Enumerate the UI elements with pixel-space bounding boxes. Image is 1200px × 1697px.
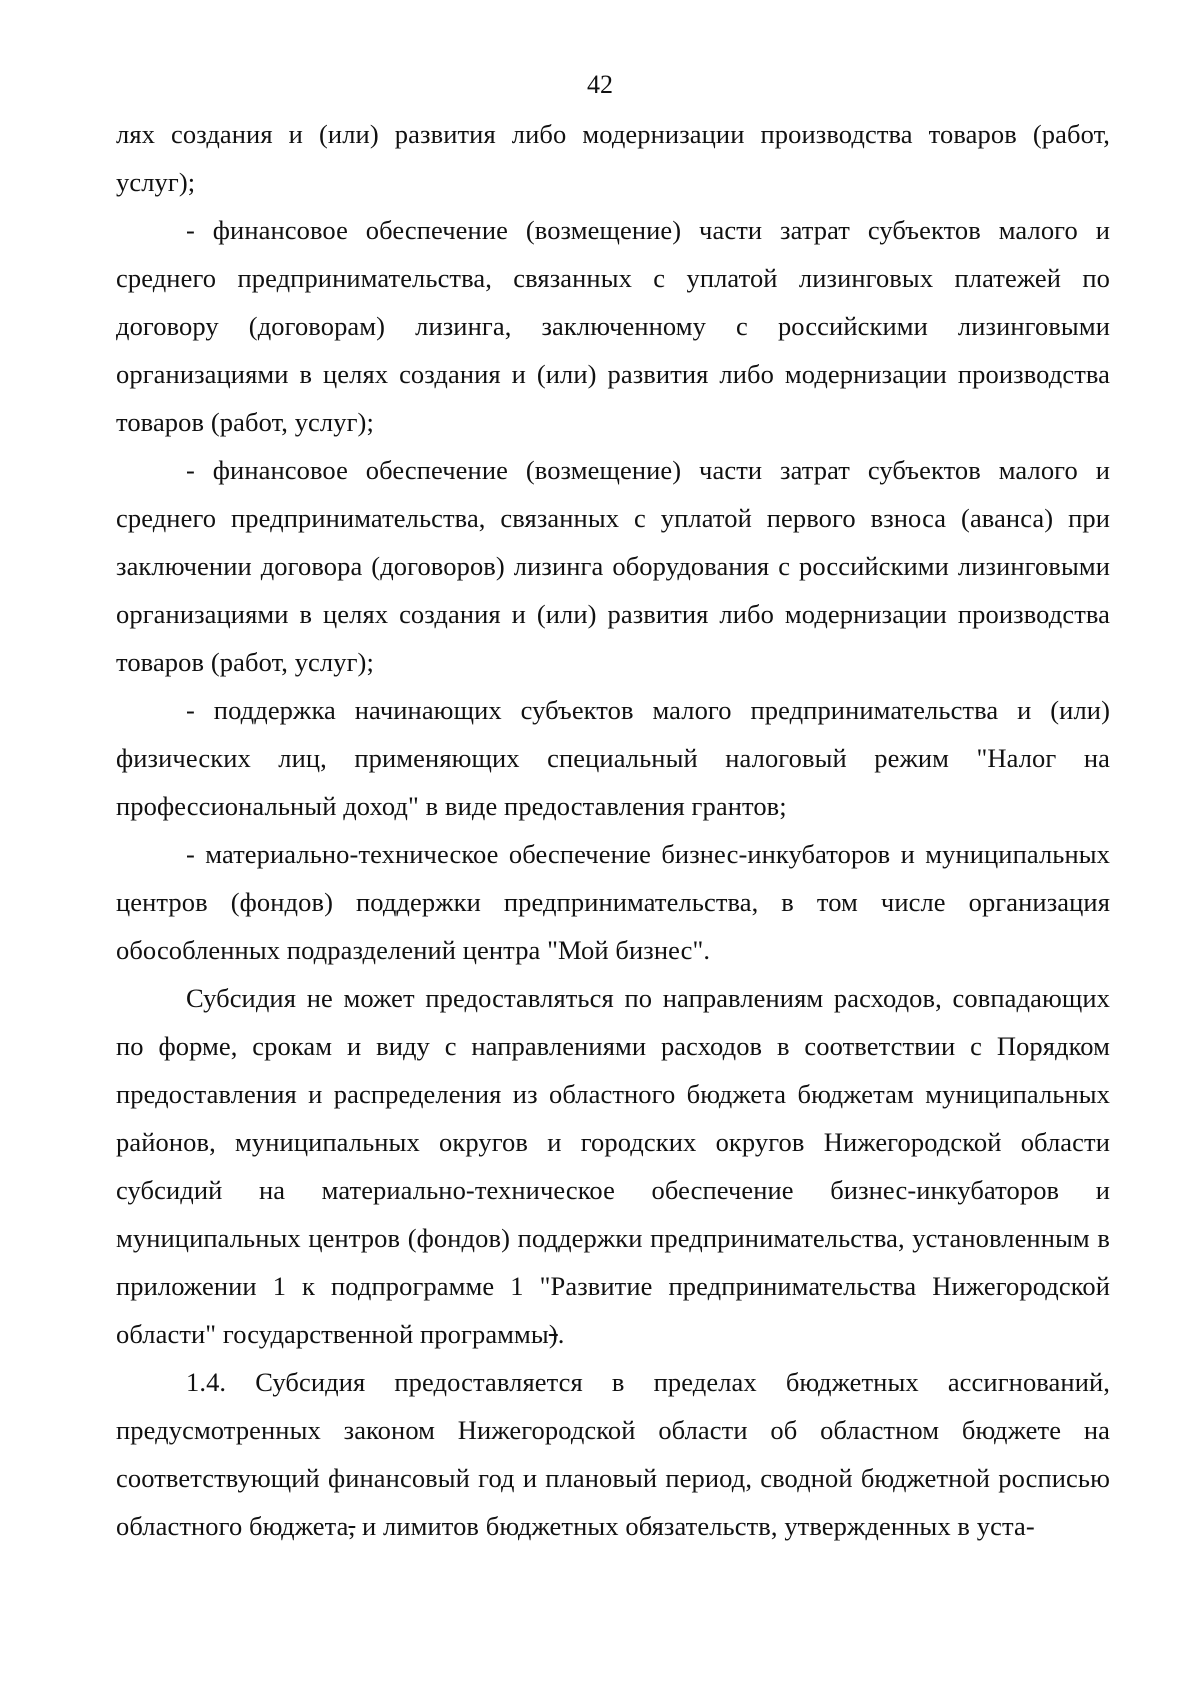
page-number: 42	[587, 70, 613, 99]
paragraph-text: - финансовое обеспечение (возмещение) части затрат субъектов малого и среднего предпринимательства, связанных с уплатой лизинговых платежей по договору (договорам) лизинга, заключенному с российскими лизинговыми организациями в целях создания и (или) развития либо модернизации производства товаров (работ, услуг);	[116, 215, 1110, 437]
paragraph-continuation	[116, 110, 1110, 206]
paragraph-business-incubators	[116, 830, 1110, 974]
paragraph-text: - финансовое обеспечение (возмещение) части затрат субъектов малого и среднего предпринимательства, связанных с уплатой первого взноса (аванса) при заключении договора (договоров) лизинга оборудования с российскими лизинговыми организациями в целях создания и (или) развития либо модернизации производства товаров (работ, услуг);	[116, 455, 1110, 677]
paragraph-grants	[116, 686, 1110, 830]
paragraph-tail: .	[557, 1319, 565, 1349]
paragraph-text: - поддержка начинающих субъектов малого предпринимательства и (или) физических лиц, применяющих специальный налоговый режим "Налог на профессиональный доход" в виде предоставления грантов;	[116, 695, 1110, 821]
paragraph-text: лях создания и (или) развития либо модернизации производства товаров (работ, услуг);	[116, 119, 1110, 197]
paragraph-leasing-advance	[116, 446, 1110, 686]
paragraph-text: 1.4. Субсидия предоставляется в пределах бюджетных ассигнований, предусмотренных законом Нижегородской области об областном бюджете на соответствующий финансовый год и плановый период, сводной бюджетной росписью областного бюджета	[116, 1367, 1110, 1541]
paragraph-subsidy-restriction	[116, 974, 1110, 1358]
struck-character: )	[548, 1319, 558, 1349]
paragraph-tail: и лимитов бюджетных обязательств, утвержденных в уста-	[355, 1511, 1035, 1541]
paragraph-text: Субсидия не может предоставляться по направлениям расходов, совпадающих по форме, срокам и виду с направлениями расходов в соответствии с Порядком предоставления и распределения из областного бюджета бюджетам муниципальных районов, муниципальных округов и городских округов Нижегородской области субсидий на материально-техническое обеспечение бизнес-инкубаторов и муниципальных центров (фондов) поддержки предпринимательства, установленным в приложении 1 к подпрограмме 1 "Развитие предпринимательства Нижегородской области" государственной программы	[116, 983, 1110, 1349]
paragraph-leasing-payments	[116, 206, 1110, 446]
paragraph-section-1-4	[116, 1358, 1110, 1550]
struck-character: ,	[348, 1511, 356, 1541]
paragraph-text: - материально-техническое обеспечение бизнес-инкубаторов и муниципальных центров (фондов) поддержки предпринимательства, в том числе организация обособленных подразделений центра "Мой бизнес".	[116, 839, 1110, 965]
document-body	[116, 110, 1110, 1550]
